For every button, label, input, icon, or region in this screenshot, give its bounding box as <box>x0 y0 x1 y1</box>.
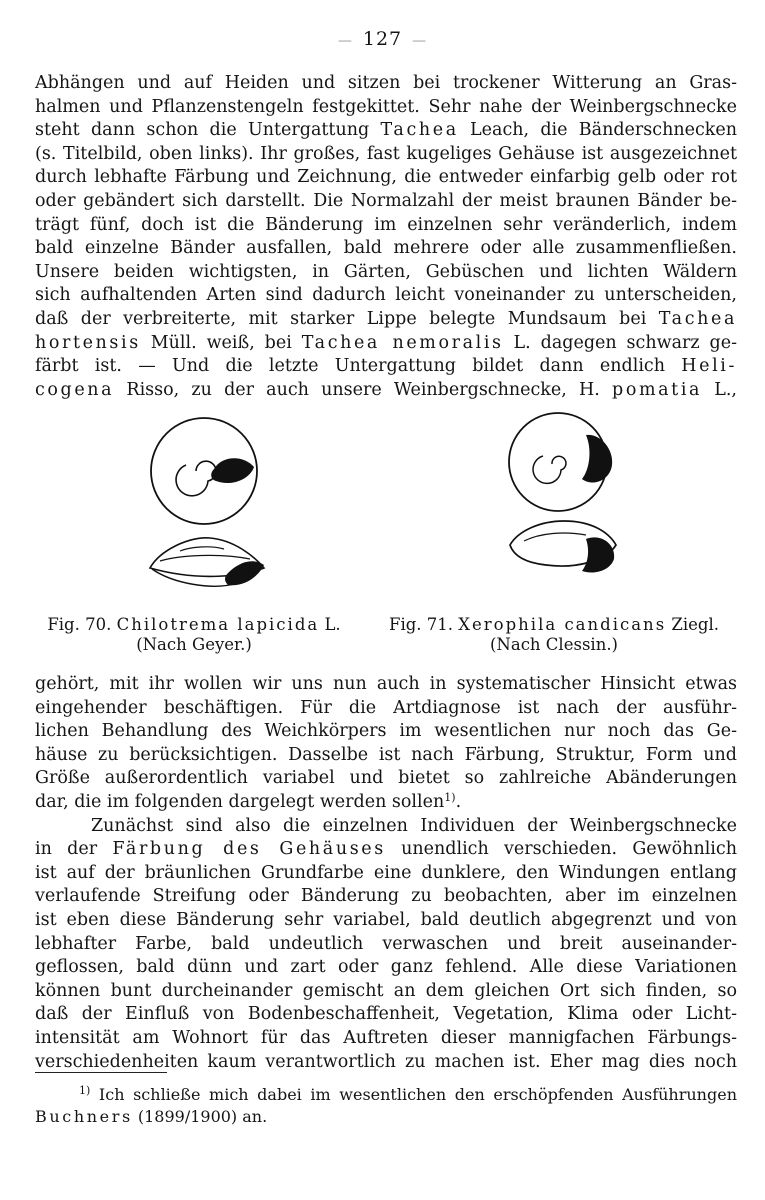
footnote-text: Ich schließe mich dabei im wesentlichen den erschöpfenden Ausführungen <box>98 1085 738 1104</box>
text-line: lichen Behandlung des Weichkörpers im wesentlichen nur noch das Ge- <box>35 721 737 742</box>
text-line <box>35 838 737 862</box>
emphasis-term: Färbung des Gehäuses <box>112 839 386 860</box>
text-run: Risso, zu der auch unsere Weinbergschnecke, H. <box>126 379 600 400</box>
text-line <box>35 332 737 356</box>
species-author: Ziegl. <box>671 615 719 634</box>
figure-number: Fig. 70. <box>47 615 112 634</box>
figure-71-source: (Nach Clessin.) <box>489 635 618 654</box>
text-line <box>35 119 737 143</box>
shell-chilotrema-illustration <box>130 415 280 610</box>
text-run: Müll. weiß, bei <box>150 332 292 353</box>
text-line: häuse zu berücksichtigen. Dasselbe ist nach Färbung, Struktur, Form und <box>35 744 737 765</box>
footnote-line-2 <box>35 1106 737 1128</box>
body-text-block-2 <box>35 673 737 1074</box>
text-run: L. dagegen schwarz ge- <box>513 332 737 353</box>
footnote-reference: 1) <box>444 790 456 804</box>
text-line: ist eben diese Bänderung sehr variabel, bald deutlich abgegrenzt und von <box>35 909 737 930</box>
text-line <box>35 379 737 403</box>
taxon-name: Tachea <box>380 120 459 141</box>
text-run: in der <box>35 839 98 860</box>
taxon-name: hortensis <box>35 332 141 353</box>
text-line: bald einzelne Bänder ausfallen, bald mehrere oder alle zusammenfließen. <box>35 238 737 259</box>
text-line: Abhängen und auf Heiden und sitzen bei trockener Witterung an Gras- <box>35 73 737 93</box>
text-line <box>35 791 737 815</box>
text-run: dar, die im folgenden dargelegt werden sollen <box>35 791 445 812</box>
page-number-dash-left: — <box>337 33 353 49</box>
text-run: L., <box>714 379 737 400</box>
text-line: verlaufende Streifung oder Bänderung zu beobachten, aber im einzelnen <box>35 886 737 907</box>
text-run: färbt ist. — Und die letzte Untergattung bildet dann endlich <box>35 356 665 377</box>
text-line: Zunächst sind also die einzelnen Individuen der Weinbergschnecke <box>91 815 737 836</box>
taxon-name: Tachea <box>658 308 737 329</box>
footnote-line-1 <box>35 1084 737 1106</box>
figure-70-caption-line1 <box>44 615 344 635</box>
text-line <box>35 308 737 332</box>
text-line: (s. Titelbild, oben links). Ihr großes, fast kugeliges Gehäuse ist ausgezeichnet <box>35 143 737 164</box>
species-author: L. <box>324 615 341 634</box>
text-line: Größe außerordentlich variabel und bietet so zahlreiche Abänderungen <box>35 768 737 789</box>
page-number-dash-right: — <box>412 33 428 49</box>
taxon-name: Tachea nemoralis <box>301 332 504 353</box>
body-text-block-1 <box>35 72 737 402</box>
text-line: Unsere beiden wichtigsten, in Gärten, Gebüschen und lichten Wäldern <box>35 261 737 282</box>
text-run: . <box>455 791 462 812</box>
shell-xerophila-illustration <box>500 405 630 605</box>
text-line: lebhafter Farbe, bald undeutlich verwaschen und breit auseinander- <box>35 933 737 954</box>
text-line: gehört, mit ihr wollen wir uns nun auch in systematischer Hinsicht etwas <box>35 674 737 694</box>
footnote-text: (1899/1900) an. <box>137 1107 268 1126</box>
page-number <box>0 28 765 50</box>
taxon-name: Heli- <box>681 356 737 377</box>
text-line: eingehender beschäftigen. Für die Artdiagnose ist nach der ausführ- <box>35 697 737 718</box>
figure-71 <box>500 405 630 605</box>
text-line: trägt fünf, doch ist die Bänderung im einzelnen sehr veränderlich, indem <box>35 214 737 235</box>
figure-70-source: (Nach Geyer.) <box>136 635 252 654</box>
footnote-author: Buchners <box>35 1107 133 1126</box>
text-run: unendlich verschieden. Gewöhnlich <box>401 839 737 860</box>
text-line: geflossen, bald dünn und zart oder ganz fehlend. Alle diese Variationen <box>35 957 737 978</box>
species-name: Chilotrema lapicida <box>116 615 320 634</box>
text-line: oder gebändert sich darstellt. Die Normalzahl der meist braunen Bänder be- <box>35 190 737 211</box>
text-line: können bunt durcheinander gemischt an dem gleichen Ort sich finden, so <box>35 980 737 1001</box>
figure-70 <box>130 415 280 610</box>
text-line <box>35 355 737 379</box>
text-line: durch lebhafte Färbung und Zeichnung, die entweder einfarbig gelb oder rot <box>35 167 737 188</box>
footnote <box>35 1084 737 1128</box>
footnote-divider <box>35 1072 167 1073</box>
figure-number: Fig. 71. <box>389 615 454 634</box>
text-run: Leach, die Bänderschnecken <box>470 120 737 141</box>
text-line: sich aufhaltenden Arten sind dadurch leicht voneinander zu unterscheiden, <box>35 285 737 306</box>
species-name: Xerophila candicans <box>458 615 667 634</box>
text-run: steht dann schon die Untergattung <box>35 120 370 141</box>
text-line: verschiedenheiten kaum verantwortlich zu machen ist. Eher mag dies noch <box>35 1051 737 1072</box>
taxon-name: cogena <box>35 379 115 400</box>
page-number-value: 127 <box>362 28 403 50</box>
text-line: daß der Einfluß von Bodenbeschaffenheit, Vegetation, Klima oder Licht- <box>35 1004 737 1025</box>
text-run: daß der verbreiterte, mit starker Lippe belegte Mundsaum bei <box>35 308 647 329</box>
figure-71-caption-line1 <box>388 615 720 635</box>
footnote-marker: 1) <box>79 1084 91 1097</box>
text-line: halmen und Pflanzenstengeln festgekittet. Sehr nahe der Weinbergschnecke <box>35 96 737 117</box>
text-line: intensität am Wohnort für das Auftreten dieser mannigfachen Färbungs- <box>35 1027 737 1048</box>
text-line: ist auf der bräunlichen Grundfarbe eine dunklere, den Windungen entlang <box>35 862 737 883</box>
taxon-name: pomatia <box>612 379 703 400</box>
figure-70-caption <box>44 615 344 655</box>
figure-71-caption <box>388 615 720 655</box>
